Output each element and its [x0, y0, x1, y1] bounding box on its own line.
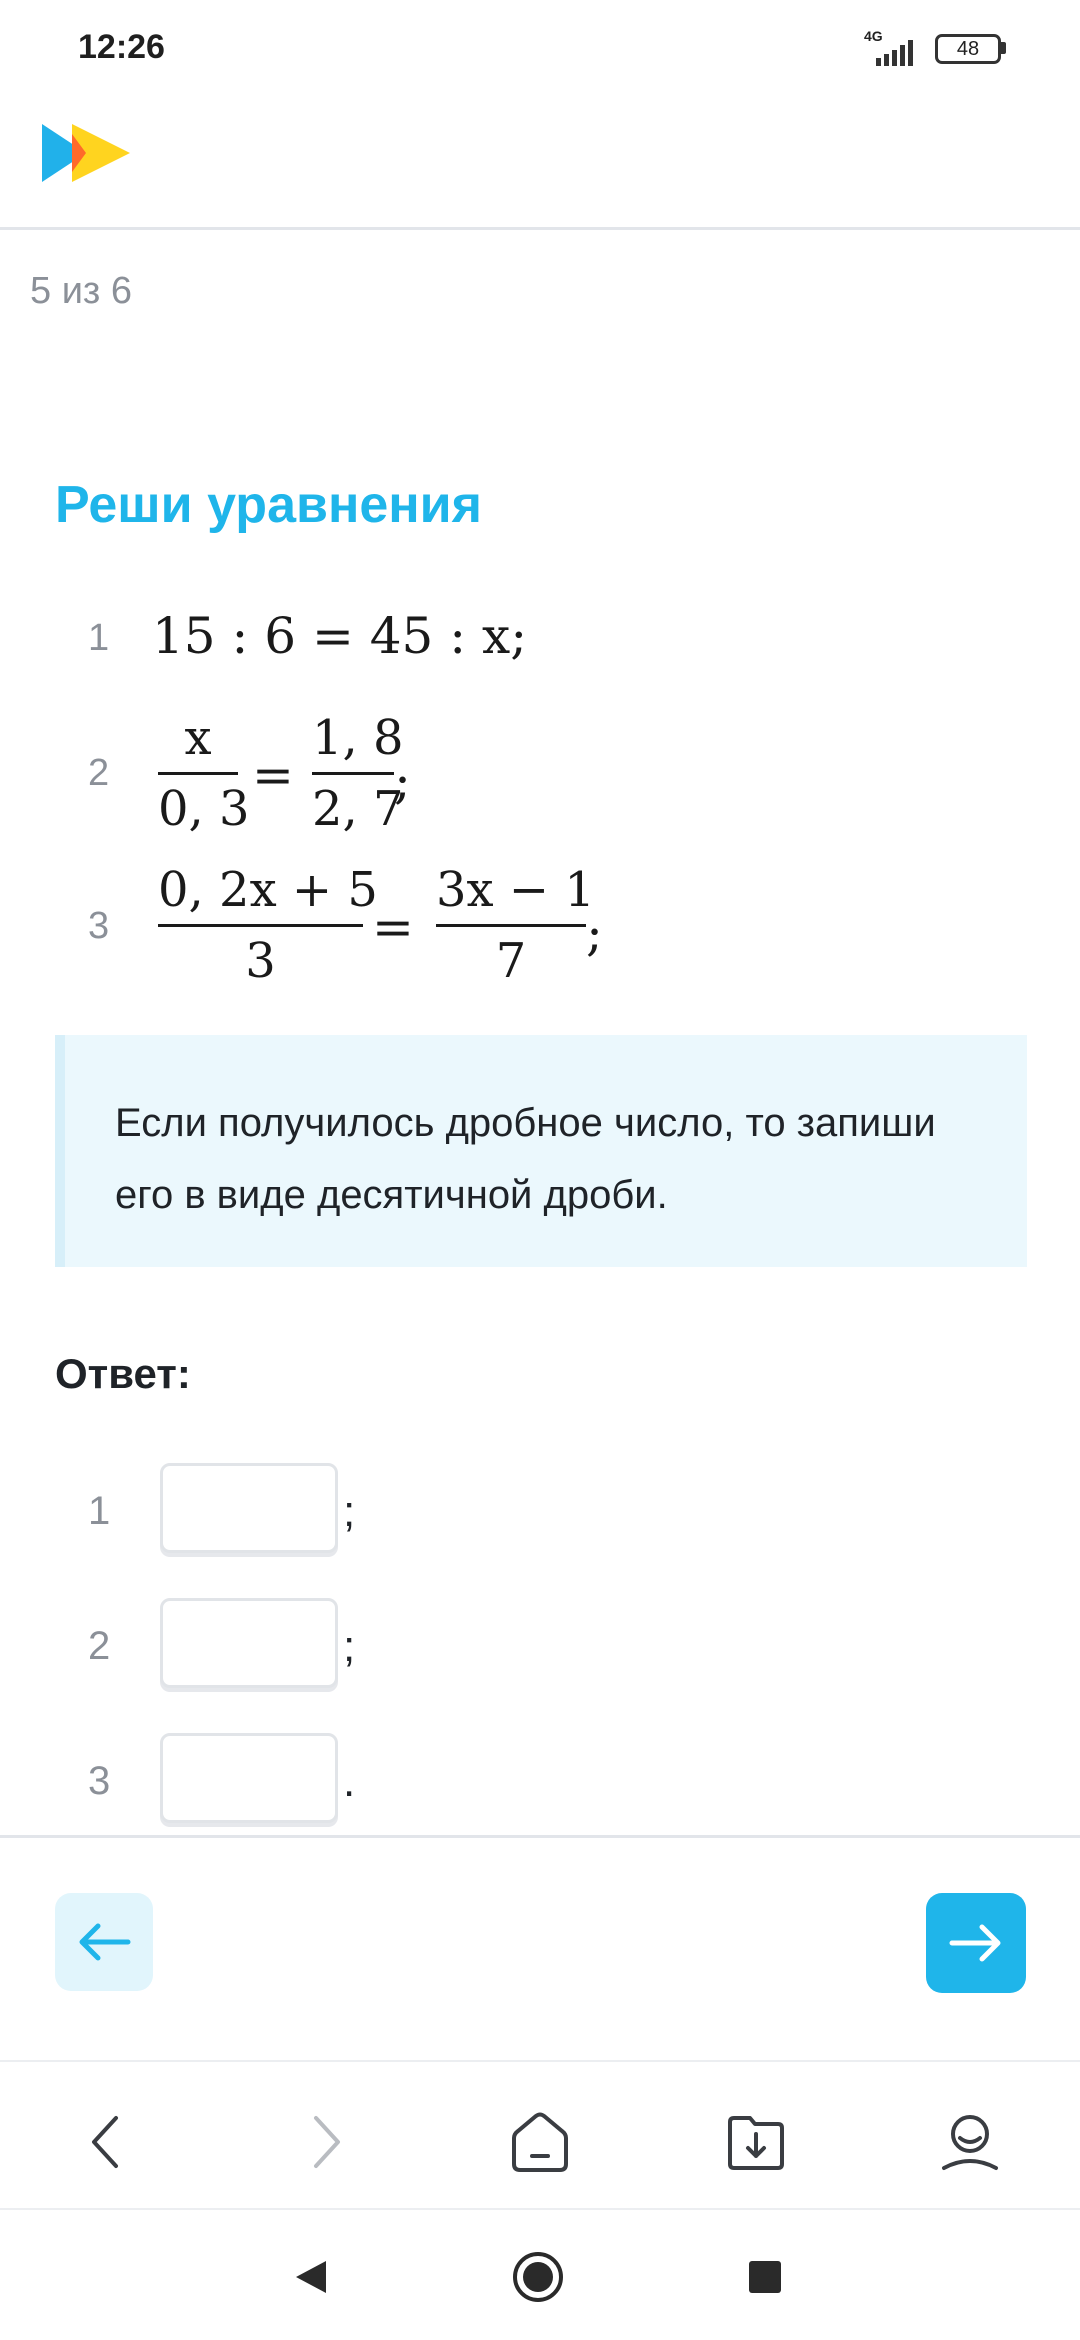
battery-level: 48: [956, 38, 980, 60]
task-title: Реши уравнения: [55, 476, 482, 534]
fraction-denominator: 2, 7: [312, 781, 404, 837]
recents-square-icon: [745, 2257, 785, 2297]
system-recents-button[interactable]: [730, 2242, 800, 2312]
fraction-right: [312, 710, 404, 837]
fraction-denominator: 7: [495, 933, 527, 989]
answer-title: Ответ:: [55, 1350, 191, 1397]
browser-home-button[interactable]: [500, 2102, 580, 2182]
home-circle-icon: [510, 2249, 566, 2305]
equation-1: 15 : 6 = 45 : x;: [152, 607, 528, 665]
fraction-right: [436, 862, 595, 989]
next-button[interactable]: [926, 1893, 1026, 1993]
answer-punctuation: ;: [343, 1622, 356, 1671]
equation-tail: ;: [394, 752, 411, 810]
app-header: [0, 100, 1080, 230]
hint-text: Если получилось дробное число, то запиши его в виде десятичной дроби.: [115, 1101, 936, 1217]
equals-sign: =: [372, 898, 414, 956]
answer-input-2[interactable]: [160, 1598, 338, 1688]
answer-row: [0, 1463, 1080, 1563]
fraction-numerator: x: [184, 710, 212, 766]
system-navigation-bar: [0, 2212, 1080, 2340]
fraction-numerator: 1, 8: [312, 710, 404, 766]
browser-toolbar: [0, 2060, 1080, 2210]
answer-punctuation: ;: [343, 1487, 356, 1536]
equation-tail: ;: [586, 904, 603, 962]
status-bar: [0, 0, 1080, 100]
hint-box: [55, 1035, 1027, 1267]
fraction-left: [158, 862, 378, 989]
fraction-left: [158, 710, 250, 837]
profile-icon: [938, 2110, 1002, 2174]
progress-counter: 5 из 6: [30, 270, 133, 312]
fraction-bar: [436, 924, 586, 927]
answer-punctuation: .: [343, 1757, 356, 1806]
equals-sign: =: [252, 746, 294, 804]
answer-number: 3: [88, 1759, 111, 1803]
status-time: 12:26: [78, 28, 165, 66]
battery-tip: [1001, 42, 1006, 54]
browser-back-button[interactable]: [66, 2102, 146, 2182]
fraction-numerator: 0, 2x + 5: [158, 862, 378, 918]
chevron-left-icon: [86, 2112, 126, 2172]
browser-forward-button[interactable]: [286, 2102, 366, 2182]
answer-input-3[interactable]: [160, 1733, 338, 1823]
chevron-right-icon: [306, 2112, 346, 2172]
answer-row: [0, 1733, 1080, 1833]
network-type-label: 4G: [864, 28, 883, 44]
battery-icon: [935, 34, 1001, 64]
answer-number: 2: [88, 1624, 111, 1668]
browser-profile-button[interactable]: [930, 2102, 1010, 2182]
play-logo-icon[interactable]: [42, 120, 132, 186]
previous-button[interactable]: [55, 1893, 153, 1991]
downloads-icon: [724, 2110, 788, 2174]
answer-input-1[interactable]: [160, 1463, 338, 1553]
answer-row: [0, 1598, 1080, 1698]
equation-number: 2: [88, 752, 110, 794]
browser-downloads-button[interactable]: [716, 2102, 796, 2182]
fraction-bar: [158, 772, 238, 775]
system-home-button[interactable]: [503, 2242, 573, 2312]
back-triangle-icon: [292, 2257, 332, 2297]
fraction-denominator: 0, 3: [158, 781, 250, 837]
equation-number: 3: [88, 905, 110, 947]
answer-number: 1: [88, 1489, 111, 1533]
system-back-button[interactable]: [277, 2242, 347, 2312]
signal-icon: [862, 28, 922, 68]
home-icon: [508, 2110, 572, 2174]
fraction-bar: [158, 924, 363, 927]
nav-divider: [0, 1835, 1080, 1838]
fraction-numerator: 3x − 1: [436, 862, 595, 918]
arrow-right-icon: [948, 1923, 1004, 1963]
arrow-left-icon: [76, 1922, 132, 1962]
fraction-bar: [312, 772, 394, 775]
equation-number: 1: [88, 617, 110, 659]
fraction-denominator: 3: [245, 933, 276, 989]
